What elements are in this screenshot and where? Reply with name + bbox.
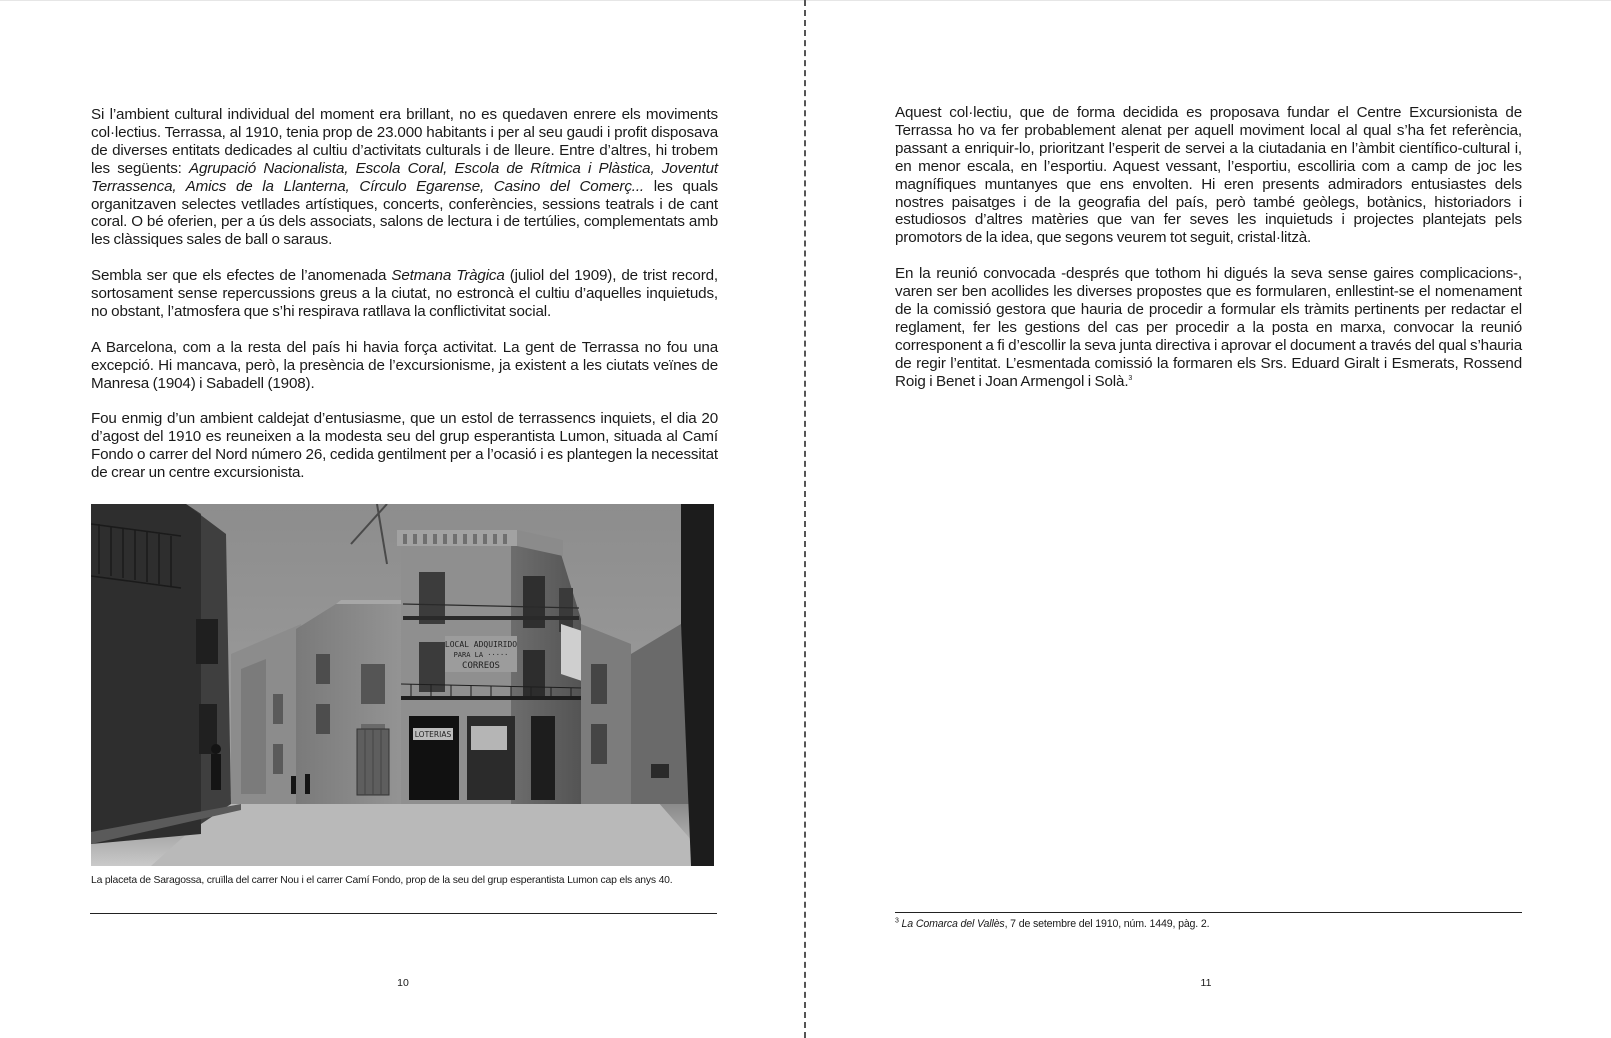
footnote-source-title: La Comarca del Vallès bbox=[901, 918, 1005, 930]
text-run: Si l’ambient cultural individual del moment era brillant, no es quedaven enrere els moviments col·lectius. Terrassa, al 1910, tenia prop de 23.000 habitants i per al seu gaudi i profit disposava de diverses entitats dedicades al cultiu d’activitats culturals i de lleure. Entre d’altres, hi trobem les següents: bbox=[91, 106, 718, 177]
italic-text: Setmana Tràgica bbox=[391, 267, 505, 285]
left-page bbox=[0, 0, 803, 1038]
photo-shop-sign: LOTERIAS bbox=[414, 730, 452, 739]
text-run: A Barcelona, com a la resta del país hi havia força activitat. La gent de Terrassa no fou una excepció. Hi mancava, però, la presència de l’excursionisme, ja existent a les ciutats veïnes de Manresa (1904) i Sabadell (1908). bbox=[91, 338, 718, 392]
footnote-reference: 3 bbox=[1128, 374, 1133, 382]
text-run: Fou enmig d’un ambient caldejat d’entusiasme, que un estol de terrassencs inquiets, el dia 20 d’agost del 1910 es reuneixen a la modesta seu del grup esperantista Lumon, situada al Camí Fondo o carrer del Nord número 26, cedida gentilment per a l’ocasió i es plantegen la necessitat de crear un centre excursionista. bbox=[91, 410, 718, 482]
text-run: Sembla ser que els efectes de l’anomenada bbox=[91, 267, 392, 285]
italic-text: Agrupació Nacionalista, Escola Coral, Escola de Rítmica i Plàstica, Joventut Terrassenca, Amics de la Llanterna, Círculo Egarense, Casino del Comerç... bbox=[91, 159, 718, 195]
text-run: les quals organitzaven selectes vetllades artístiques, concerts, conferències, sessions teatrals i de cant coral. O bé oferien, per a ús dels associats, salons de lectura i de tertúlies, complementats amb les clàssiques sales de ball o saraus. bbox=[91, 177, 718, 249]
photo-sign-text-1: LOCAL ADQUIRIDO bbox=[444, 640, 518, 649]
text-run: (juliol del 1909), de trist record, sortosament sense repercussions greus a la ciutat, no estroncà el cultiu d’aquelles inquietuds, no obstant, l’atmosfera que s’hi respirava ratllava la conflictivitat social. bbox=[91, 267, 718, 320]
paragraph bbox=[91, 267, 718, 321]
paragraph bbox=[91, 339, 718, 393]
footnote-marker: 3 bbox=[895, 917, 899, 925]
left-body-text bbox=[91, 106, 718, 500]
paragraph bbox=[91, 410, 718, 482]
photo-sign-text-2: PARA LA ····· bbox=[453, 651, 509, 659]
text-run: Aquest col·lectiu, que de forma decidida es proposava fundar el Centre Excursionista de Terrassa ho va fer probablement alenat per aquell moviment local al qual s’ha fet referència, passant a enriquir-lo, prioritzant l’esperit de servei a la ciutadania en l’àmbit científico-cultural i, en menor escala, en l’esportiu. Aquest vessant, l’esportiu, escolliria com a camp de joc les magnífiques muntanyes que ens envolten. Hi eren presents admiradors entusiastes dels nostres paisatges i de la geografia del país, però també geòlegs, botànics, historiadors i estudiosos d’altres matèries que van fer seves les inquietuds i projectes plantejats pels promotors de la idea, que segons veurem tot seguit, cristal·litzà. bbox=[895, 104, 1522, 247]
photo-illustration bbox=[91, 504, 714, 866]
paragraph bbox=[895, 104, 1522, 247]
footnote-detail: , 7 de setembre del 1910, núm. 1449, pàg. 2. bbox=[1004, 918, 1210, 930]
right-body-text bbox=[895, 104, 1522, 408]
text-run: En la reunió convocada -després que tothom hi digués la seva sense gaires complicacions-, varen ser ben acollides les diverses propostes que es formularen, enllestint-se el nomenament de la comissió gestora que hauria de procedir a formular els tràmits pertinents per redactar el reglament, fer les gestions del cas per procedir a la posta en marxa, convocar la reunió corresponent a fi d’escollir la seva junta directiva i aprovar el document a través del qual s’hauria de regir l’entitat. L’esmentada comissió la formaren els Srs. Eduard Giralt i Esmerats, Rossend Roig i Benet i Joan Armengol i Solà. bbox=[895, 265, 1522, 390]
right-footnote-rule bbox=[895, 912, 1522, 913]
left-footnote-rule bbox=[90, 913, 717, 914]
paragraph bbox=[91, 106, 718, 249]
footnote-3 bbox=[895, 918, 1209, 930]
photo-caption: La placeta de Saragossa, cruïlla del carrer Nou i el carrer Camí Fondo, prop de la seu del grup esperantista Lumon cap els anys 40. bbox=[91, 875, 673, 886]
page-number-right: 11 bbox=[1200, 977, 1212, 989]
historic-street-photo bbox=[91, 504, 714, 866]
page-number-left: 10 bbox=[397, 977, 409, 989]
photo-sign-text-3: CORREOS bbox=[462, 661, 500, 671]
right-page bbox=[806, 0, 1611, 1038]
paragraph bbox=[895, 265, 1522, 390]
